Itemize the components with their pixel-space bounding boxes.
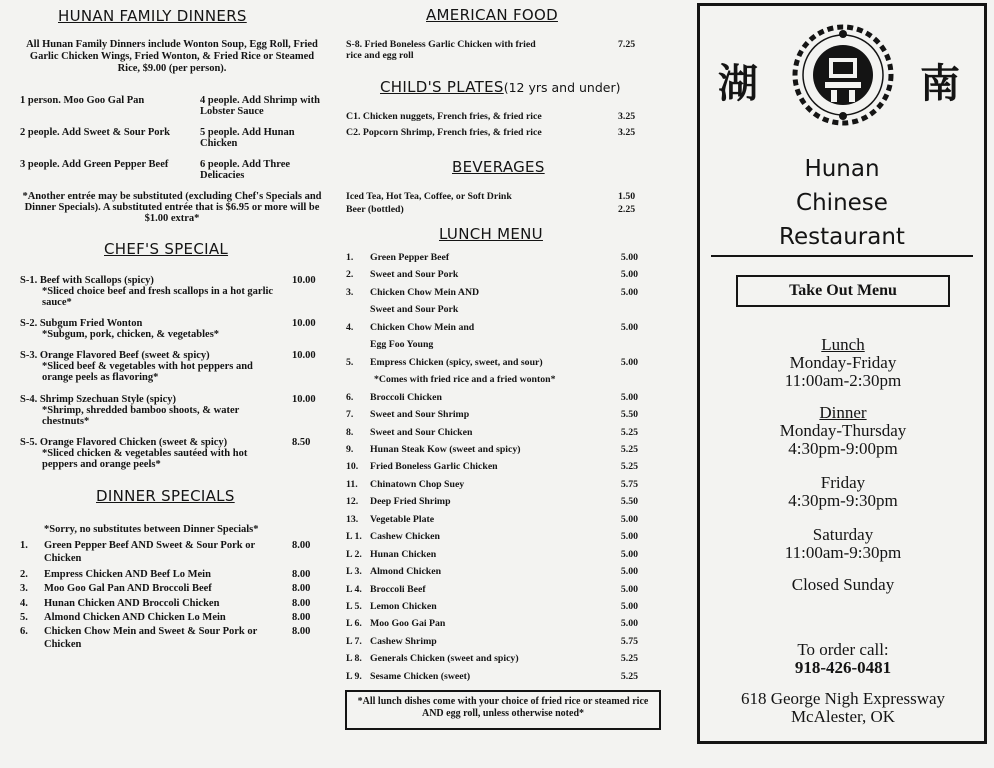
beverages-heading: BEVERAGES <box>452 158 545 176</box>
hunan-char-right: 南 <box>920 61 960 107</box>
lunch-item-price: 5.00 <box>620 548 638 560</box>
chefs-item-desc: *Sliced chicken & vegetables sautéed with hot peppers and orange peels* <box>42 448 248 470</box>
family-substitution-note: *Another entrée may be substituted (excluding Chef's Specials and Dinner Specials). A substituted entrée that is $6.95 or more will be $1.00 extra* <box>22 191 322 224</box>
lunch-item <box>346 427 638 443</box>
lunch-item <box>346 409 638 425</box>
lunch-item-num: L 6. <box>346 618 362 630</box>
lunch-item-name: Broccoli Beef <box>370 583 426 595</box>
lunch-item <box>346 269 638 285</box>
chefs-item-name: S-5. Orange Flavored Chicken (sweet & spicy) <box>20 437 228 448</box>
chefs-item-price: 10.00 <box>292 275 316 286</box>
closed-sunday: Closed Sunday <box>791 575 895 594</box>
cover-divider <box>711 255 973 257</box>
dinner-item-name: Chicken Chow Mein and Sweet & Sour Pork or Chicken <box>44 626 258 650</box>
chefs-item-price: 10.00 <box>292 394 316 405</box>
dinner-item-price: 8.00 <box>292 612 311 623</box>
lunch-item <box>346 549 638 565</box>
chefs-item-price: 10.00 <box>292 318 316 329</box>
hours-section <box>700 336 986 594</box>
lunch-item <box>346 653 638 669</box>
lunch-item-name: Cashew Shrimp <box>370 635 437 647</box>
lunch-item-price: 5.00 <box>620 618 638 630</box>
lunch-item-name: Moo Goo Gai Pan <box>370 618 446 630</box>
lunch-note: *All lunch dishes come with your choice of fried rice or steamed rice AND egg roll, unless otherwise noted* <box>357 696 649 719</box>
lunch-item-num: L 8. <box>346 653 362 665</box>
dinner-hours: 4:30pm-9:00pm <box>788 439 898 458</box>
lunch-item-price: 5.00 <box>620 269 638 281</box>
lunch-item-price: 5.50 <box>620 409 638 421</box>
lunch-item-price: 5.25 <box>620 426 638 438</box>
restaurant-name-line2: Chinese <box>796 190 888 216</box>
dinner-item-price: 8.00 <box>292 569 311 580</box>
lunch-item-name: Egg Foo Young <box>370 339 434 351</box>
dinner-item-name: Hunan Chicken AND Broccoli Chicken <box>44 598 220 609</box>
lunch-item-name: Almond Chicken <box>370 566 442 578</box>
lunch-item-num: 12. <box>346 496 359 508</box>
lunch-item <box>346 671 638 687</box>
dinner-item-name: Moo Goo Gal Pan AND Broccoli Beef <box>44 583 212 594</box>
dinner-item-num: 2. <box>20 569 28 580</box>
lunch-item-name: Hunan Steak Kow (sweet and spicy) <box>370 443 521 455</box>
chefs-item-desc: *Sliced beef & vegetables with hot peppers and orange peels as flavoring* <box>42 361 253 383</box>
child-item-price: 3.25 <box>618 127 636 138</box>
lunch-item-price: 5.00 <box>620 391 638 403</box>
chefs-item-price: 10.00 <box>292 350 316 361</box>
lunch-item-name: Sweet and Sour Chicken <box>370 426 473 438</box>
dinner-specials-heading: DINNER SPECIALS <box>96 487 235 505</box>
lunch-item-num: 4. <box>346 321 354 333</box>
lunch-item-price: 5.00 <box>620 601 638 612</box>
phone-number: 918-426-0481 <box>794 658 892 677</box>
lunch-item <box>346 566 638 582</box>
dinner-item-num: 3. <box>20 583 28 594</box>
lunch-item <box>346 357 638 373</box>
lunch-item-num: 7. <box>346 409 354 421</box>
lunch-item-num: 3. <box>346 286 354 298</box>
dinner-item-name: Green Pepper Beef AND Sweet & Sour Pork or Chicken <box>44 540 255 564</box>
lunch-item-num: L 9. <box>346 670 362 682</box>
takeout-menu-label: Take Out Menu <box>789 282 897 299</box>
lunch-item-name: Deep Fried Shrimp <box>370 496 451 508</box>
lunch-item-num: 11. <box>346 478 358 490</box>
lunch-item <box>346 618 638 634</box>
lunch-note-box <box>345 690 661 730</box>
dinner-item-price: 8.00 <box>292 598 311 609</box>
child-plates-title: CHILD'S PLATES <box>380 78 504 96</box>
lunch-item-name: Sweet and Sour Pork <box>370 304 459 316</box>
lunch-item-name: Sweet and Sour Pork <box>370 269 459 281</box>
lunch-item <box>346 479 638 495</box>
child-item-name: C1. Chicken nuggets, French fries, & fried rice <box>346 111 542 122</box>
lunch-item-price: 5.00 <box>620 583 638 595</box>
american-item-name: S-8. Fried Boneless Garlic Chicken with fried rice and egg roll <box>346 39 536 61</box>
lunch-item-name: Green Pepper Beef <box>370 252 450 263</box>
chefs-item-name: S-2. Subgum Fried Wonton <box>20 318 143 329</box>
dinner-days: Monday-Thursday <box>779 421 907 440</box>
lunch-item-name: Lemon Chicken <box>370 601 437 612</box>
family-option: 5 people. Add Hunan Chicken <box>200 127 295 149</box>
lunch-menu-heading: LUNCH MENU <box>439 225 543 243</box>
child-item-name: C2. Popcorn Shrimp, French fries, & fried rice <box>346 127 542 138</box>
chefs-item-name: S-3. Orange Flavored Beef (sweet & spicy) <box>20 350 210 361</box>
family-option: 4 people. Add Shrimp with Lobster Sauce <box>200 95 320 117</box>
address-line2: McAlester, OK <box>790 707 896 726</box>
lunch-item-name: Generals Chicken (sweet and spicy) <box>370 653 519 665</box>
lunch-item-num: L 4. <box>346 583 362 595</box>
lunch-item-price: 5.00 <box>620 252 638 263</box>
lunch-item-name: Broccoli Chicken <box>370 391 442 403</box>
lunch-item-price: 5.00 <box>620 513 638 525</box>
dinner-item-name: Almond Chicken AND Chicken Lo Mein <box>44 612 226 623</box>
lunch-item-name: Chicken Chow Mein and <box>370 321 475 333</box>
dinner-item-price: 8.00 <box>292 626 311 637</box>
address-line1: 618 George Nigh Expressway <box>740 689 946 708</box>
lunch-item-num: L 3. <box>346 566 362 578</box>
lunch-item-name: *Comes with fried rice and a fried wonton* <box>374 374 556 386</box>
order-label: To order call: <box>797 640 889 659</box>
friday-hours: 4:30pm-9:30pm <box>788 491 898 510</box>
american-item-price: 7.25 <box>618 39 636 50</box>
chefs-special-heading: CHEF'S SPECIAL <box>104 240 229 258</box>
lunch-item <box>346 252 638 268</box>
dinner-item <box>20 539 320 567</box>
dinner-item-num: 1. <box>20 540 28 551</box>
lunch-item-num: 5. <box>346 356 354 368</box>
lunch-item-num: L 1. <box>346 531 362 543</box>
child-plates-subtitle: (12 yrs and under) <box>503 80 621 95</box>
lunch-item-name: Sweet and Sour Shrimp <box>370 409 470 421</box>
lunch-item-price: 5.00 <box>620 356 638 368</box>
chefs-item <box>20 394 280 427</box>
lunch-item-name: Cashew Chicken <box>370 531 440 543</box>
lunch-item <box>346 304 638 320</box>
dinner-item-num: 6. <box>20 626 28 637</box>
lunch-item-name: Hunan Chicken <box>370 548 437 560</box>
lunch-item-num: 10. <box>346 461 359 473</box>
restaurant-name-line3: Restaurant <box>779 224 905 250</box>
lunch-item-name: Empress Chicken (spicy, sweet, and sour) <box>370 356 543 368</box>
restaurant-name <box>700 152 984 254</box>
lunch-item <box>346 496 638 512</box>
dinner-item-num: 4. <box>20 598 28 609</box>
chefs-item-price: 8.50 <box>292 437 311 448</box>
lunch-item <box>346 392 638 408</box>
saturday-hours: 11:00am-9:30pm <box>784 543 902 562</box>
lunch-item <box>346 444 638 460</box>
lunch-item-price: 5.25 <box>620 670 638 682</box>
lunch-item <box>346 339 638 355</box>
lunch-hours: 11:00am-2:30pm <box>784 371 902 390</box>
lunch-item <box>346 531 638 547</box>
lunch-item-price: 5.25 <box>620 653 638 665</box>
lunch-item-price: 5.00 <box>620 566 638 578</box>
dinner-label: Dinner <box>819 403 867 422</box>
chefs-item-name: S-1. Beef with Scallops (spicy) <box>20 275 154 286</box>
saturday-days: Saturday <box>812 525 874 544</box>
restaurant-emblem-icon <box>787 20 899 130</box>
lunch-item-price: 5.00 <box>620 321 638 333</box>
lunch-item-num: 6. <box>346 391 354 403</box>
lunch-item-price: 5.00 <box>620 531 638 543</box>
chefs-item-desc: *Sliced choice beef and fresh scallops in a hot garlic sauce* <box>42 286 274 308</box>
lunch-item-price: 5.75 <box>620 635 638 647</box>
family-option: 1 person. Moo Goo Gal Pan <box>20 95 145 106</box>
chefs-item <box>20 350 280 383</box>
family-dinners-intro: All Hunan Family Dinners include Wonton Soup, Egg Roll, Fried Garlic Chicken Wings, Fried Wonton, & Fried Rice or Steamed Rice, $9.00 (per person). <box>26 39 318 74</box>
lunch-item-num: L 2. <box>346 548 362 560</box>
beverage-item-price: 2.25 <box>618 204 636 215</box>
lunch-item-num: L 7. <box>346 635 362 647</box>
family-option: 3 people. Add Green Pepper Beef <box>20 159 169 170</box>
lunch-item-num: 1. <box>346 252 354 263</box>
lunch-item-num: 9. <box>346 443 354 455</box>
lunch-item <box>346 374 638 390</box>
lunch-item <box>346 636 638 652</box>
family-option: 2 people. Add Sweet & Sour Pork <box>20 127 171 138</box>
child-item-price: 3.25 <box>618 111 636 122</box>
family-dinners-heading: HUNAN FAMILY DINNERS <box>58 7 247 25</box>
beverage-item-price: 1.50 <box>618 191 636 202</box>
american-food-heading: AMERICAN FOOD <box>426 6 558 24</box>
lunch-item-name: Sesame Chicken (sweet) <box>370 670 471 682</box>
lunch-item-name: Fried Boneless Garlic Chicken <box>370 461 498 473</box>
lunch-item-price: 5.75 <box>620 478 638 490</box>
takeout-menu-box <box>736 275 950 307</box>
dinner-item-price: 8.00 <box>292 583 311 594</box>
chefs-item-name: S-4. Shrimp Szechuan Style (spicy) <box>20 394 177 405</box>
lunch-item-price: 5.25 <box>620 443 638 455</box>
lunch-item-num: L 5. <box>346 601 362 612</box>
lunch-item-name: Chinatown Chop Suey <box>370 478 465 490</box>
lunch-days: Monday-Friday <box>789 353 897 372</box>
dinner-item-name: Empress Chicken AND Beef Lo Mein <box>44 569 211 580</box>
lunch-item-price: 5.00 <box>620 286 638 298</box>
lunch-item-num: 2. <box>346 269 354 281</box>
chefs-item-desc: *Shrimp, shredded bamboo shoots, & water chestnuts* <box>42 405 240 427</box>
beverage-item-name: Beer (bottled) <box>346 204 404 215</box>
chefs-item <box>20 437 280 470</box>
lunch-item-price: 5.50 <box>620 496 638 508</box>
lunch-item-name: Vegetable Plate <box>370 513 435 525</box>
lunch-item <box>346 514 638 530</box>
chefs-item <box>20 275 280 308</box>
dinner-item-num: 5. <box>20 612 28 623</box>
lunch-item-price: 5.25 <box>620 461 638 473</box>
child-plates-heading <box>380 78 620 97</box>
lunch-item <box>346 461 638 477</box>
dinner-item-price: 8.00 <box>292 540 311 551</box>
friday-days: Friday <box>820 473 866 492</box>
lunch-item-num: 13. <box>346 513 359 525</box>
lunch-item <box>346 601 638 617</box>
lunch-label: Lunch <box>821 335 865 354</box>
restaurant-name-line1: Hunan <box>804 156 880 182</box>
chefs-item <box>20 318 280 340</box>
lunch-item <box>346 584 638 600</box>
lunch-item <box>346 287 638 303</box>
hunan-char-left: 湖 <box>718 61 758 107</box>
order-section <box>700 641 986 726</box>
lunch-item <box>346 322 638 338</box>
family-option: 6 people. Add Three Delicacies <box>200 159 291 181</box>
chefs-item-desc: *Subgum, pork, chicken, & vegetables* <box>42 329 220 340</box>
lunch-item-num: 8. <box>346 426 354 438</box>
lunch-item-name: Chicken Chow Mein AND <box>370 286 480 298</box>
dinner-specials-note: *Sorry, no substitutes between Dinner Specials* <box>44 524 259 535</box>
dinner-item <box>20 625 320 653</box>
beverage-item-name: Iced Tea, Hot Tea, Coffee, or Soft Drink <box>346 191 512 202</box>
